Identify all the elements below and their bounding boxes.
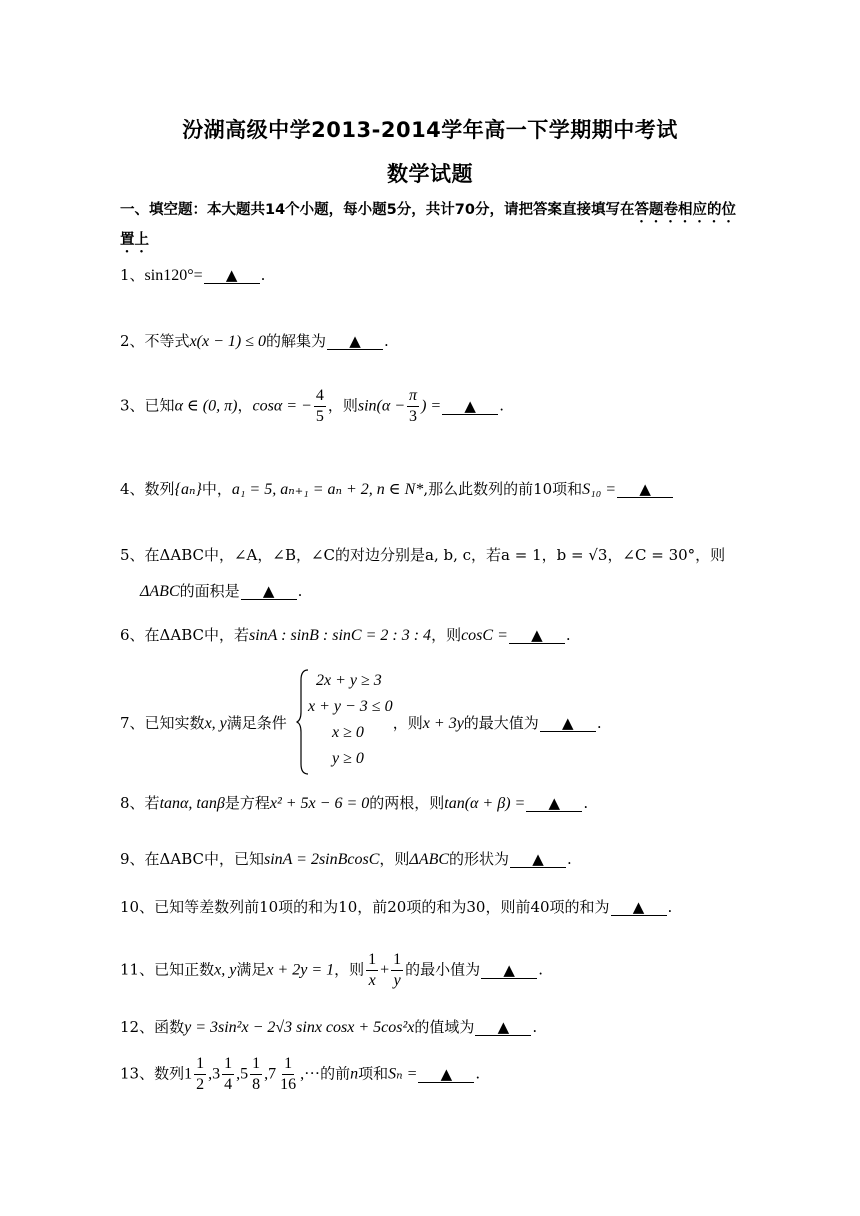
question-text: 的面积是 bbox=[179, 582, 240, 600]
math-expr: n bbox=[350, 1065, 359, 1083]
fraction bbox=[366, 950, 378, 991]
question-text: 的最大值为 bbox=[463, 714, 539, 732]
math-expr: sin120°= bbox=[144, 267, 203, 284]
section-heading-text: 一、填空题：本大题共14个小题，每小题5分，共计70分，请把答案直接填写在 bbox=[120, 202, 635, 218]
fraction-numerator: 1 bbox=[222, 1054, 234, 1075]
question-number: 13、 bbox=[120, 1064, 155, 1083]
question-text: 已知等差数列前10项的和为10，前20项的和为30，则前40项的和为 bbox=[154, 898, 610, 916]
math-expr: x² + 5x − 6 = 0 bbox=[269, 795, 370, 812]
answer-blank[interactable]: ▲ bbox=[481, 962, 537, 979]
fraction bbox=[391, 950, 403, 991]
question-text: ，则 bbox=[431, 626, 462, 644]
question-text: ,那么此数列的前10项和 bbox=[423, 480, 583, 498]
math-expr: x, y bbox=[204, 715, 227, 732]
fraction-denominator: 8 bbox=[252, 1076, 261, 1093]
math-expr: x + 3y bbox=[422, 715, 464, 732]
answer-blank[interactable]: ▲ bbox=[418, 1066, 474, 1083]
mixed-number-whole: 1 bbox=[184, 1065, 193, 1083]
math-expr: a₁ = 5, aₙ₊₁ = aₙ + 2, n ∈ N* bbox=[231, 481, 424, 498]
question-text: 在ΔABC中，∠A，∠B，∠C的对边分别是a, b, c，若a = 1，b = √3，∠C = 30°，则 bbox=[144, 546, 726, 564]
fraction-numerator: 1 bbox=[366, 950, 378, 971]
period: . bbox=[538, 960, 543, 979]
mixed-number-whole: 3 bbox=[212, 1065, 221, 1083]
question-number: 6、 bbox=[120, 626, 145, 644]
math-expr: x(x − 1) ≤ 0 bbox=[189, 333, 266, 350]
period: . bbox=[583, 794, 589, 812]
constraint-3: x ≥ 0 bbox=[332, 724, 364, 741]
question-text: 的最小值为 bbox=[405, 960, 481, 979]
math-expr: ΔABC bbox=[140, 583, 180, 600]
question-number: 2、 bbox=[120, 332, 145, 350]
math-expr: x, y bbox=[214, 961, 237, 979]
exam-title: 汾湖高级中学2013-2014学年高一下学期期中考试 bbox=[182, 118, 678, 142]
question-text: 的两根，则 bbox=[369, 794, 445, 812]
period: . bbox=[567, 850, 572, 868]
fraction bbox=[194, 1054, 206, 1095]
fraction bbox=[314, 386, 326, 427]
math-expr: cosC = bbox=[461, 627, 508, 644]
question-text: 在ΔABC中，已知 bbox=[144, 850, 264, 868]
math-expr: y = 3sin²x − 2√3 sinx cosx + 5cos²x bbox=[184, 1019, 415, 1036]
period: . bbox=[297, 582, 303, 600]
math-expr: cosα = − bbox=[252, 397, 312, 415]
question-text: 函数 bbox=[154, 1018, 185, 1036]
question-text: 是方程 bbox=[224, 794, 270, 812]
question-number: 8、 bbox=[120, 794, 145, 812]
math-expr: {aₙ} bbox=[174, 481, 202, 498]
question-7 bbox=[120, 712, 760, 733]
fraction-denominator: 5 bbox=[315, 408, 324, 425]
math-expr: sinA = 2sinBcosC bbox=[264, 851, 380, 868]
fraction-numerator: 1 bbox=[250, 1054, 262, 1075]
fraction bbox=[222, 1054, 234, 1095]
period: . bbox=[384, 332, 389, 350]
math-expr: tanα, tanβ bbox=[159, 795, 225, 812]
question-number: 11、 bbox=[120, 960, 155, 979]
mixed-number-whole: 5 bbox=[240, 1065, 249, 1083]
question-number: 3、 bbox=[120, 396, 145, 415]
question-text: ， bbox=[237, 396, 253, 415]
question-3 bbox=[120, 386, 760, 427]
answer-blank[interactable]: ▲ bbox=[327, 333, 383, 350]
question-text: 的形状为 bbox=[449, 850, 510, 868]
question-text: 的解集为 bbox=[266, 332, 327, 350]
fraction-denominator: 4 bbox=[224, 1076, 233, 1093]
question-4 bbox=[120, 478, 760, 499]
question-text: ，则 bbox=[379, 850, 410, 868]
constraint-2: x + y − 3 ≤ 0 bbox=[308, 698, 393, 715]
question-number: 5、 bbox=[120, 546, 145, 564]
fraction bbox=[250, 1054, 262, 1095]
question-10 bbox=[120, 896, 760, 917]
math-expr: tan(α + β) = bbox=[444, 795, 526, 812]
fraction-numerator: 4 bbox=[314, 386, 326, 407]
math-expr: ΔABC bbox=[409, 851, 450, 868]
period: . bbox=[499, 396, 504, 415]
period: . bbox=[532, 1018, 538, 1036]
math-expr: x + 2y = 1 bbox=[266, 961, 335, 979]
math-expr: + bbox=[380, 961, 390, 979]
mixed-number-whole: 7 bbox=[268, 1065, 277, 1083]
math-expr: Sₙ = bbox=[388, 1065, 418, 1083]
question-6 bbox=[120, 624, 760, 645]
math-expr: ) = bbox=[421, 397, 442, 415]
question-text: 不等式 bbox=[144, 332, 190, 350]
period: . bbox=[596, 714, 602, 732]
answer-blank[interactable]: ▲ bbox=[442, 398, 498, 415]
math-expr: α ∈ (0, π) bbox=[174, 397, 238, 415]
question-2 bbox=[120, 330, 760, 351]
fraction-denominator: 3 bbox=[409, 408, 418, 425]
period: . bbox=[565, 626, 571, 644]
question-13: 13、数列1 $\frac{1}{2}$ ,3 $\frac{1}{4}$ ,5 $\frac{1}{8}$ ,7 $\frac{1}{16}$ ,···的前n项和Sₙ = ▲ . bbox=[120, 1055, 481, 1093]
question-text: 满足条件 bbox=[226, 714, 287, 732]
question-number: 1、 bbox=[120, 266, 145, 284]
answer-blank[interactable]: ▲ bbox=[540, 715, 596, 732]
question-8 bbox=[120, 792, 760, 813]
question-text: 已知正数 bbox=[154, 960, 215, 979]
period: . bbox=[260, 266, 266, 284]
answer-blank[interactable]: ▲ bbox=[617, 481, 673, 498]
answer-blank[interactable]: ▲ bbox=[526, 795, 582, 812]
constraint-system bbox=[296, 668, 406, 776]
ellipsis: ,··· bbox=[300, 1065, 321, 1083]
question-text: 数列 bbox=[154, 1064, 185, 1083]
question-11 bbox=[120, 950, 760, 991]
question-number: 7、 bbox=[120, 714, 145, 732]
period: . bbox=[475, 1064, 481, 1083]
question-5-cont bbox=[140, 580, 780, 601]
answer-blank[interactable]: ▲ bbox=[509, 627, 565, 644]
question-text: ，则 bbox=[334, 960, 365, 979]
question-1 bbox=[120, 264, 760, 285]
fraction-numerator: π bbox=[407, 386, 419, 407]
fraction-denominator: y bbox=[393, 972, 401, 989]
question-number: 10、 bbox=[120, 898, 155, 916]
question-text: ，则 bbox=[392, 714, 423, 732]
question-number: 4、 bbox=[120, 480, 145, 498]
left-brace-icon bbox=[296, 668, 310, 776]
question-5 bbox=[120, 544, 760, 565]
question-text: 在ΔABC中，若 bbox=[144, 626, 249, 644]
period: . bbox=[667, 898, 673, 916]
math-expr: sin(α − bbox=[357, 397, 406, 415]
fraction-denominator: 2 bbox=[196, 1076, 205, 1093]
fraction bbox=[407, 386, 419, 427]
answer-blank[interactable]: ▲ bbox=[241, 583, 297, 600]
question-number: 9、 bbox=[120, 850, 145, 868]
fraction-denominator: x bbox=[368, 972, 376, 989]
section-heading-emphasis: 答题卷相应的位置上 bbox=[120, 202, 736, 248]
question-number: 12、 bbox=[120, 1018, 155, 1036]
question-text: 满足 bbox=[236, 960, 267, 979]
fraction-numerator: 1 bbox=[282, 1054, 294, 1075]
question-9 bbox=[120, 848, 760, 869]
constraint-1: 2x + y ≥ 3 bbox=[316, 672, 382, 689]
question-text: 的值域为 bbox=[414, 1018, 475, 1036]
section-heading bbox=[120, 196, 745, 256]
fraction-denominator: 16 bbox=[280, 1076, 297, 1093]
question-text: 中， bbox=[201, 480, 232, 498]
question-text: 若 bbox=[144, 794, 160, 812]
question-text: 项和 bbox=[358, 1064, 389, 1083]
question-text: 的前 bbox=[320, 1064, 351, 1083]
question-12 bbox=[120, 1016, 760, 1037]
question-text: 已知 bbox=[144, 396, 175, 415]
answer-blank[interactable]: ▲ bbox=[611, 899, 667, 916]
constraint-4: y ≥ 0 bbox=[332, 750, 364, 767]
answer-blank[interactable]: ▲ bbox=[204, 267, 260, 284]
exam-subtitle: 数学试题 bbox=[387, 162, 473, 186]
answer-blank[interactable]: ▲ bbox=[475, 1019, 531, 1036]
question-text: 数列 bbox=[144, 480, 175, 498]
answer-blank[interactable]: ▲ bbox=[510, 851, 566, 868]
fraction bbox=[278, 1054, 298, 1095]
question-text: 已知实数 bbox=[144, 714, 205, 732]
fraction-numerator: 1 bbox=[391, 950, 403, 971]
fraction-numerator: 1 bbox=[194, 1054, 206, 1075]
math-expr: S₁₀ = bbox=[582, 481, 617, 498]
question-text: ，则 bbox=[327, 396, 358, 415]
math-expr: sinA : sinB : sinC = 2 : 3 : 4 bbox=[249, 627, 432, 644]
